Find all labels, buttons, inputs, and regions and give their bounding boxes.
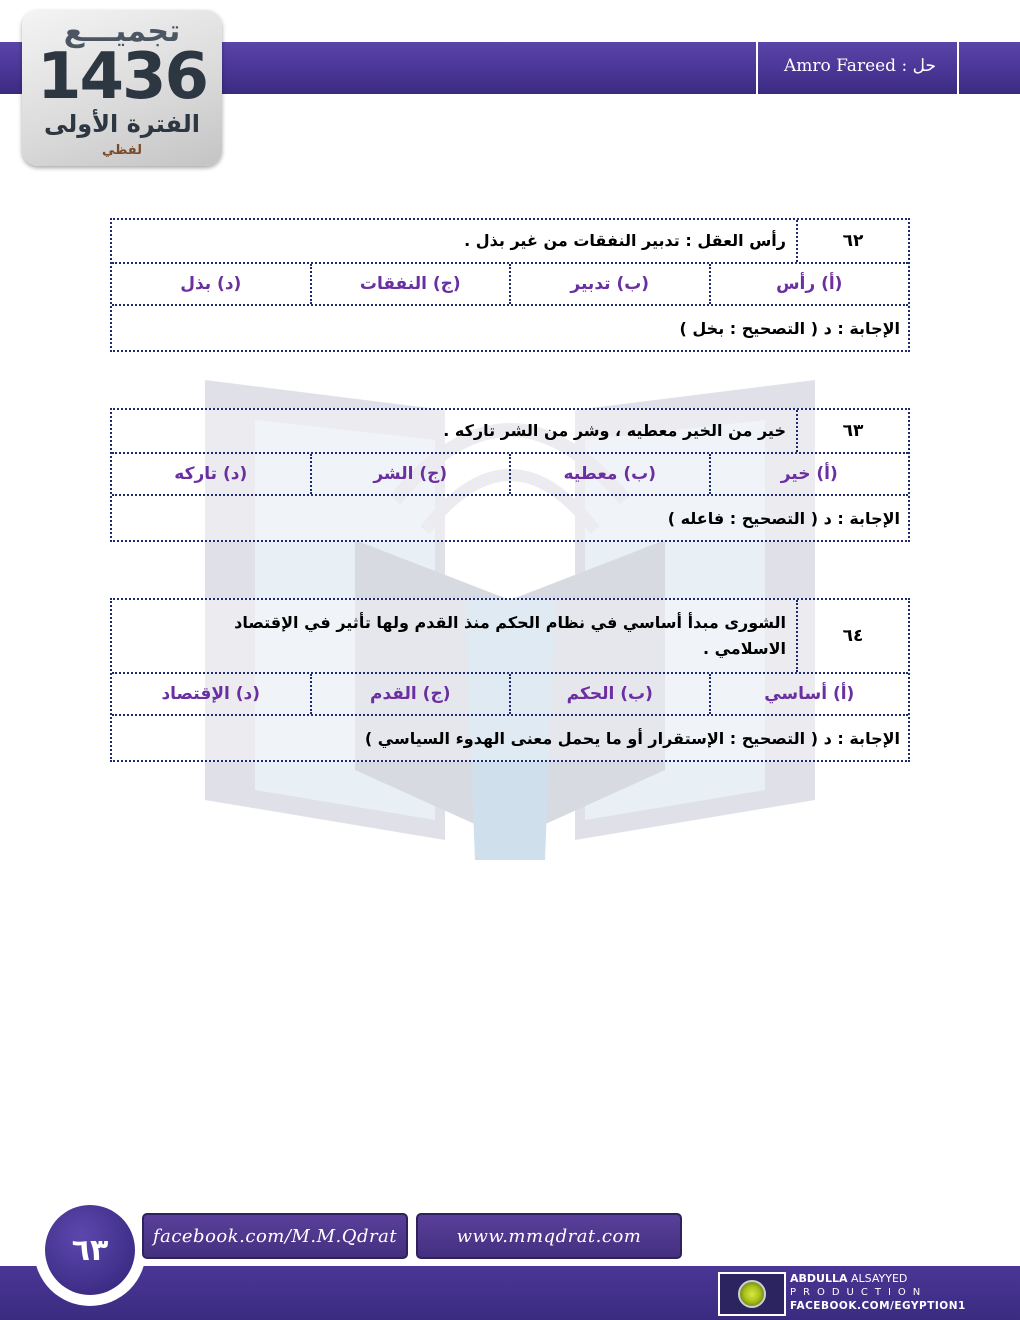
option-b: (ب) معطيه [509,454,709,494]
question-text: خير من الخير معطيه ، وشر من الشر تاركه . [443,421,786,440]
option-a: (أ) رأس [709,264,909,304]
option-c: (ج) النفقات [310,264,510,304]
producer-name-last: ALSAYYED [847,1272,908,1285]
question-number: ٦٤ [796,600,908,672]
option-d: (د) الإقتصاد [161,684,261,704]
question-row [112,410,908,454]
question-text: الشورى مبدأ أساسي في نظام الحكم منذ القدم ولها تأثير في الإقتصاد الاسلامي . [234,613,786,658]
option-c: (ج) الشر [310,454,510,494]
camera-logo-icon [718,1272,786,1316]
options-row [112,454,908,496]
logo-title: تجميـــع [63,14,181,49]
book-watermark-icon [195,300,825,860]
question-table-62 [110,218,910,352]
options-row [112,264,908,306]
producer-role: PRODUCTION [790,1287,928,1298]
answer-row: الإجابة : د ( التصحيح : الإستقرار أو ما يحمل معنى الهدوء السياسي ) [364,728,900,748]
option-d: (د) تاركه [174,464,248,484]
header-divider [756,42,758,94]
website-link[interactable]: www.mmqdrat.com [416,1213,682,1259]
option-b: (ب) تدبير [509,264,709,304]
answer-row: الإجابة : د ( التصحيح : بخل ) [679,318,900,338]
collection-logo [22,10,222,166]
question-number: ٦٣ [796,410,908,452]
option-a: (أ) أساسي [709,674,909,714]
solver-credit: حل : Amro Fareed [784,56,936,76]
option-d: (د) بذل [180,274,242,294]
answer-row: الإجابة : د ( التصحيح : فاعله ) [667,508,900,528]
facebook-link[interactable]: facebook.com/M.M.Qdrat [142,1213,408,1259]
question-number: ٦٢ [796,220,908,262]
option-b: (ب) الحكم [509,674,709,714]
question-table-64 [110,598,910,762]
question-row [112,600,908,674]
options-row [112,674,908,716]
logo-period: الفترة الأولى [43,110,201,138]
producer-facebook-link[interactable]: FACEBOOK.COM/EGYPTION1 [790,1300,966,1312]
option-c: (ج) القدم [310,674,510,714]
producer-name [790,1272,1020,1286]
question-text: رأس العقل : تدبير النفقات من غير بذل . [464,231,786,250]
header-divider [957,42,959,94]
producer-name-first: ABDULLA [790,1272,848,1285]
producer-credit [718,1272,1018,1316]
lens-icon [738,1280,766,1308]
question-row [112,220,908,264]
page-number-badge [34,1194,146,1306]
page-number: ٦٣ [45,1205,135,1295]
question-table-63 [110,408,910,542]
logo-type: لفظي [101,143,143,158]
logo-year: 1436 [36,40,208,114]
option-a: (أ) خير [709,454,909,494]
